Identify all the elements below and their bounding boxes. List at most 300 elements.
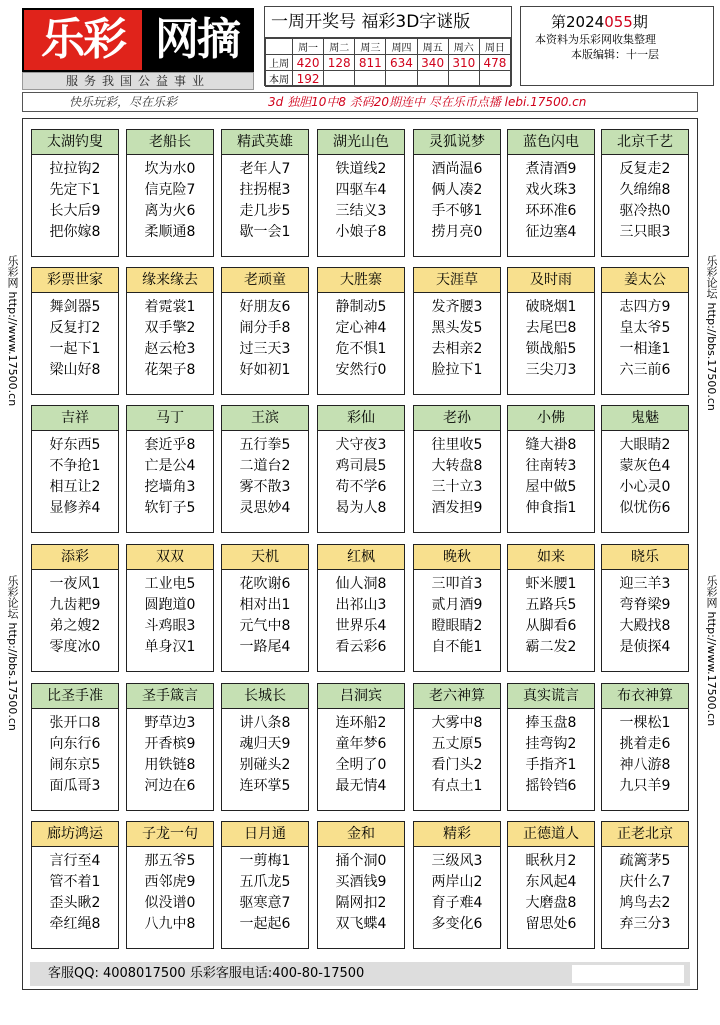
riddle-line: 拄拐棍3 — [239, 182, 291, 198]
riddle-line: 蒙灰色4 — [619, 458, 671, 474]
riddle-line: 贰月酒9 — [431, 597, 483, 613]
card-body — [32, 431, 118, 519]
card-title: 正老北京 — [602, 822, 688, 847]
riddle-line: 花架子8 — [144, 362, 196, 378]
card — [507, 129, 595, 257]
card — [221, 544, 309, 672]
card — [413, 267, 501, 395]
riddle-line: 相对出1 — [239, 597, 291, 613]
riddle-line: 那五爷5 — [144, 853, 196, 869]
side-left-top: 乐彩网 http://www.17500.cn — [6, 255, 19, 407]
riddle-line: 张开口8 — [49, 715, 101, 731]
riddle-line: 一剪梅1 — [239, 853, 291, 869]
card-title: 小佛 — [508, 406, 594, 431]
riddle-line: 酒发担9 — [431, 500, 483, 516]
card-body — [222, 709, 308, 797]
card-body — [414, 709, 500, 797]
riddle-line: 元气中8 — [239, 618, 291, 634]
card — [317, 821, 405, 949]
riddle-line: 长大后9 — [49, 203, 101, 219]
card — [413, 129, 501, 257]
riddle-line: 大雾中8 — [431, 715, 483, 731]
card-body — [602, 847, 688, 935]
card-body — [32, 847, 118, 935]
riddle-line: 离为火6 — [144, 203, 196, 219]
riddle-line: 往里收5 — [431, 437, 483, 453]
riddle-line: 驱冷热0 — [619, 203, 671, 219]
riddle-line: 犬守夜3 — [335, 437, 387, 453]
banner-right: 3d 独胆10中8 杀码20期连中 尽在乐币点播 lebi.17500.cn — [268, 95, 587, 109]
riddle-line: 久绵绵8 — [619, 182, 671, 198]
riddle-line: 连环掌5 — [239, 778, 291, 794]
card — [601, 544, 689, 672]
riddle-line: 是侦探4 — [619, 639, 671, 655]
riddle-line: 把你嫁8 — [49, 224, 101, 240]
riddle-line: 小心灵0 — [619, 479, 671, 495]
riddle-line: 手指齐1 — [525, 757, 577, 773]
card-title: 老六神算 — [414, 684, 500, 709]
issue-number: 第2024055期 — [551, 13, 648, 31]
card-title: 姜太公 — [602, 268, 688, 293]
riddle-line: 五行拳5 — [239, 437, 291, 453]
last-week-number: 478 — [479, 55, 510, 71]
riddle-line: 戏火珠3 — [525, 182, 577, 198]
card — [507, 405, 595, 533]
card-title: 北京千艺 — [602, 130, 688, 155]
card-body — [32, 570, 118, 658]
card — [221, 267, 309, 395]
logo-red: 乐彩 — [24, 10, 142, 70]
card — [31, 267, 119, 395]
riddle-line: 去尾巴8 — [525, 320, 577, 336]
day-header: 周二 — [324, 39, 355, 55]
card — [413, 821, 501, 949]
card-body — [318, 570, 404, 658]
riddle-line: 用铁链8 — [144, 757, 196, 773]
riddle-line: 挖墙角3 — [144, 479, 196, 495]
riddle-line: 挂弯钩2 — [525, 736, 577, 752]
riddle-line: 三结义3 — [335, 203, 387, 219]
card-body — [602, 570, 688, 658]
riddle-line: 向东行6 — [49, 736, 101, 752]
riddle-line: 一棵松1 — [619, 715, 671, 731]
riddle-line: 五丈原5 — [431, 736, 483, 752]
riddle-line: 挑着走6 — [619, 736, 671, 752]
riddle-line: 九齿耙9 — [49, 597, 101, 613]
riddle-line: 二道台2 — [239, 458, 291, 474]
card-body — [127, 709, 213, 797]
card-body — [414, 155, 500, 243]
card-title: 吉祥 — [32, 406, 118, 431]
riddle-line: 舞剑器5 — [49, 299, 101, 315]
riddle-line: 梁山好8 — [49, 362, 101, 378]
riddle-line: 一相逢1 — [619, 341, 671, 357]
riddle-line: 开香槟9 — [144, 736, 196, 752]
riddle-line: 志四方9 — [619, 299, 671, 315]
riddle-line: 安然行0 — [335, 362, 387, 378]
riddle-line: 摇铃铛6 — [525, 778, 577, 794]
riddle-line: 皇太爷5 — [619, 320, 671, 336]
card-body — [127, 155, 213, 243]
card-title: 比圣手准 — [32, 684, 118, 709]
card — [31, 405, 119, 533]
card-title: 彩仙 — [318, 406, 404, 431]
riddle-line: 一路尾4 — [239, 639, 291, 655]
riddle-line: 管不着1 — [49, 874, 101, 890]
riddle-line: 花吹谢6 — [239, 576, 291, 592]
card-title: 添彩 — [32, 545, 118, 570]
card-body — [318, 709, 404, 797]
this-week-number: 192 — [293, 71, 324, 87]
draw-table — [265, 38, 511, 87]
this-week-number — [324, 71, 355, 87]
card-body — [602, 293, 688, 381]
card-body — [508, 155, 594, 243]
card — [221, 405, 309, 533]
card-title: 如来 — [508, 545, 594, 570]
this-week-number — [417, 71, 448, 87]
riddle-line: 九只羊9 — [619, 778, 671, 794]
riddle-line: 庆什么7 — [619, 874, 671, 890]
this-week-number — [386, 71, 417, 87]
riddle-line: 连环船2 — [335, 715, 387, 731]
footer-contact: 客服QQ: 4008017500 乐彩客服电话:400-80-17500 — [48, 966, 365, 981]
riddle-line: 灵思妙4 — [239, 500, 291, 516]
card-title: 老顽童 — [222, 268, 308, 293]
card — [31, 821, 119, 949]
riddle-line: 好朋友6 — [239, 299, 291, 315]
riddle-line: 双手擎2 — [144, 320, 196, 336]
riddle-line: 反复打2 — [49, 320, 101, 336]
riddle-line: 大转盘8 — [431, 458, 483, 474]
riddle-line: 小娘子8 — [335, 224, 387, 240]
riddle-line: 疏篱茅5 — [619, 853, 671, 869]
card-title: 马丁 — [127, 406, 213, 431]
card-body — [508, 293, 594, 381]
riddle-line: 捅个洞0 — [335, 853, 387, 869]
card-title: 灵狐说梦 — [414, 130, 500, 155]
riddle-line: 闹东京5 — [49, 757, 101, 773]
editor-note: 本版编辑：十一层 — [571, 48, 659, 61]
riddle-line: 神八游8 — [619, 757, 671, 773]
card-body — [222, 431, 308, 519]
card — [601, 405, 689, 533]
card-body — [508, 709, 594, 797]
riddle-line: 出祁山3 — [335, 597, 387, 613]
riddle-line: 面瓜哥3 — [49, 778, 101, 794]
last-week-label: 上周 — [266, 55, 293, 71]
card-title: 精武英雄 — [222, 130, 308, 155]
riddle-line: 环环准6 — [525, 203, 577, 219]
card-title: 廊坊鸿运 — [32, 822, 118, 847]
side-right-top: 乐彩论坛 http://bbs.17500.cn — [705, 255, 718, 411]
riddle-line: 三只眼3 — [619, 224, 671, 240]
riddle-line: 鸡司晨5 — [335, 458, 387, 474]
riddle-line: 捞月亮0 — [431, 224, 483, 240]
card-title: 天机 — [222, 545, 308, 570]
draw-title: 一周开奖号 福彩3D字谜版 — [265, 7, 511, 38]
riddle-line: 先定下1 — [49, 182, 101, 198]
riddle-line: 俩人凑2 — [431, 182, 483, 198]
card-title: 红枫 — [318, 545, 404, 570]
riddle-line: 看云彩6 — [335, 639, 387, 655]
riddle-line: 似忧伤6 — [619, 500, 671, 516]
riddle-line: 买酒钱9 — [335, 874, 387, 890]
card-body — [414, 431, 500, 519]
riddle-line: 留思处6 — [525, 916, 577, 932]
riddle-line: 发齐腰3 — [431, 299, 483, 315]
last-week-number: 420 — [293, 55, 324, 71]
riddle-line: 单身汉1 — [144, 639, 196, 655]
card — [31, 129, 119, 257]
riddle-line: 老年人7 — [239, 161, 291, 177]
card-title: 正德道人 — [508, 822, 594, 847]
last-week-number: 634 — [386, 55, 417, 71]
riddle-line: 伸食指1 — [525, 500, 577, 516]
card-title: 及时雨 — [508, 268, 594, 293]
card — [601, 267, 689, 395]
riddle-line: 弃三分3 — [619, 916, 671, 932]
riddle-line: 鸠鸟去2 — [619, 895, 671, 911]
card-title: 晓乐 — [602, 545, 688, 570]
riddle-line: 套近乎8 — [144, 437, 196, 453]
riddle-line: 歇一会1 — [239, 224, 291, 240]
card-body — [222, 847, 308, 935]
card-body — [32, 155, 118, 243]
day-header: 周六 — [448, 39, 479, 55]
riddle-line: 隔网扣2 — [335, 895, 387, 911]
card-title: 双双 — [127, 545, 213, 570]
card-body — [32, 293, 118, 381]
riddle-line: 一起下1 — [49, 341, 101, 357]
riddle-line: 五路兵5 — [525, 597, 577, 613]
riddle-line: 育子难4 — [431, 895, 483, 911]
card-title: 彩票世家 — [32, 268, 118, 293]
card-body — [318, 293, 404, 381]
card-body — [414, 847, 500, 935]
riddle-line: 野草边3 — [144, 715, 196, 731]
riddle-line: 信克险7 — [144, 182, 196, 198]
riddle-line: 讲八条8 — [239, 715, 291, 731]
riddle-line: 迎三羊3 — [619, 576, 671, 592]
this-week-number — [479, 71, 510, 87]
issue-note: 本资料为乐彩网收集整理 — [535, 33, 656, 46]
card — [413, 683, 501, 811]
card-title: 湖光山色 — [318, 130, 404, 155]
card-title: 日月通 — [222, 822, 308, 847]
riddle-line: 世界乐4 — [335, 618, 387, 634]
card — [126, 129, 214, 257]
riddle-line: 过三天3 — [239, 341, 291, 357]
card-title: 长城长 — [222, 684, 308, 709]
riddle-line: 往南转3 — [525, 458, 577, 474]
riddle-line: 雾不散3 — [239, 479, 291, 495]
card-title: 圣手箴言 — [127, 684, 213, 709]
day-header: 周四 — [386, 39, 417, 55]
riddle-line: 黑头发5 — [431, 320, 483, 336]
riddle-line: 一起起6 — [239, 916, 291, 932]
riddle-line: 言行至4 — [49, 853, 101, 869]
card-body — [222, 155, 308, 243]
riddle-line: 闹分手8 — [239, 320, 291, 336]
card-title: 缘来缘去 — [127, 268, 213, 293]
card — [221, 129, 309, 257]
riddle-line: 六三前6 — [619, 362, 671, 378]
card — [507, 821, 595, 949]
riddle-line: 眠秋月2 — [525, 853, 577, 869]
card-title: 王滨 — [222, 406, 308, 431]
banner-left: 快乐玩彩，尽在乐彩 — [69, 95, 178, 109]
card-body — [508, 847, 594, 935]
riddle-line: 斗鸡眼3 — [144, 618, 196, 634]
card-title: 老孙 — [414, 406, 500, 431]
card-body — [602, 155, 688, 243]
card-title: 老船长 — [127, 130, 213, 155]
riddle-line: 锁战船5 — [525, 341, 577, 357]
riddle-line: 驱寒意7 — [239, 895, 291, 911]
card — [31, 683, 119, 811]
riddle-line: 自不能1 — [431, 639, 483, 655]
card-body — [414, 293, 500, 381]
card — [221, 683, 309, 811]
logo — [22, 8, 254, 72]
card — [126, 267, 214, 395]
card — [413, 544, 501, 672]
riddle-line: 四驱车4 — [335, 182, 387, 198]
cards-frame — [22, 118, 698, 990]
riddle-line: 不争抢1 — [49, 458, 101, 474]
riddle-line: 危不惧1 — [335, 341, 387, 357]
riddle-line: 亡是公4 — [144, 458, 196, 474]
riddle-line: 三尖刀3 — [525, 362, 577, 378]
riddle-line: 拉拉钩2 — [49, 161, 101, 177]
riddle-line: 捧玉盘8 — [525, 715, 577, 731]
card — [126, 821, 214, 949]
riddle-line: 柔顺通8 — [144, 224, 196, 240]
card — [317, 129, 405, 257]
riddle-line: 河边在6 — [144, 778, 196, 794]
riddle-line: 征边塞4 — [525, 224, 577, 240]
riddle-line: 曷为人8 — [335, 500, 387, 516]
riddle-line: 坎为水0 — [144, 161, 196, 177]
this-week-label: 本周 — [266, 71, 293, 87]
banner — [22, 92, 698, 112]
riddle-line: 圆跑道0 — [144, 597, 196, 613]
riddle-line: 缝大褂8 — [525, 437, 577, 453]
riddle-line: 别碰头2 — [239, 757, 291, 773]
card — [317, 683, 405, 811]
riddle-line: 走几步5 — [239, 203, 291, 219]
riddle-line: 弟之嫂2 — [49, 618, 101, 634]
side-left-bottom: 乐彩论坛 http://bbs.17500.cn — [6, 575, 19, 731]
card-body — [414, 570, 500, 658]
issue-panel — [520, 6, 714, 86]
card-body — [602, 709, 688, 797]
this-week-number — [355, 71, 386, 87]
card-title: 子龙一句 — [127, 822, 213, 847]
card-body — [32, 709, 118, 797]
riddle-line: 似没谱0 — [144, 895, 196, 911]
riddle-line: 双飞蝶4 — [335, 916, 387, 932]
card — [413, 405, 501, 533]
card-title: 太湖钓叟 — [32, 130, 118, 155]
riddle-line: 屋中做5 — [525, 479, 577, 495]
riddle-line: 大磨盘8 — [525, 895, 577, 911]
slogan: 服务我国公益事业 — [22, 72, 254, 90]
card — [317, 267, 405, 395]
riddle-line: 去相亲2 — [431, 341, 483, 357]
day-header: 周三 — [355, 39, 386, 55]
logo-black: 网摘 — [142, 10, 252, 70]
riddle-line: 仙人洞8 — [335, 576, 387, 592]
riddle-line: 软钉子5 — [144, 500, 196, 516]
card-title: 精彩 — [414, 822, 500, 847]
last-week-number: 128 — [324, 55, 355, 71]
this-week-number — [448, 71, 479, 87]
day-header: 周五 — [417, 39, 448, 55]
riddle-line: 大殿找8 — [619, 618, 671, 634]
riddle-line: 西邻虎9 — [144, 874, 196, 890]
riddle-line: 脸拉下1 — [431, 362, 483, 378]
card — [126, 405, 214, 533]
card — [126, 683, 214, 811]
riddle-line: 好如初1 — [239, 362, 291, 378]
riddle-line: 魂归天9 — [239, 736, 291, 752]
riddle-line: 虾米腰1 — [525, 576, 577, 592]
card-title: 布衣神算 — [602, 684, 688, 709]
footer — [30, 962, 690, 986]
card — [601, 821, 689, 949]
card — [507, 544, 595, 672]
weekly-draw-panel — [264, 6, 512, 86]
card-title: 真实谎言 — [508, 684, 594, 709]
riddle-line: 三叩首3 — [431, 576, 483, 592]
card-body — [318, 431, 404, 519]
riddle-line: 煮清酒9 — [525, 161, 577, 177]
riddle-line: 看门头2 — [431, 757, 483, 773]
riddle-line: 三级风3 — [431, 853, 483, 869]
card — [601, 129, 689, 257]
riddle-line: 多变化6 — [431, 916, 483, 932]
card-title: 晚秋 — [414, 545, 500, 570]
riddle-line: 八九中8 — [144, 916, 196, 932]
riddle-line: 歪头瞅2 — [49, 895, 101, 911]
card — [507, 267, 595, 395]
riddle-line: 显修养4 — [49, 500, 101, 516]
riddle-line: 赵云枪3 — [144, 341, 196, 357]
riddle-line: 铁道线2 — [335, 161, 387, 177]
riddle-line: 破晓烟1 — [525, 299, 577, 315]
card-body — [508, 570, 594, 658]
card — [317, 405, 405, 533]
riddle-line: 两岸山2 — [431, 874, 483, 890]
card — [126, 544, 214, 672]
riddle-line: 有点土1 — [431, 778, 483, 794]
riddle-line: 着霓裳1 — [144, 299, 196, 315]
card-title: 蓝色闪电 — [508, 130, 594, 155]
footer-box — [572, 965, 684, 983]
side-right-bottom: 乐彩网 http://www.17500.cn — [705, 575, 718, 727]
last-week-number: 310 — [448, 55, 479, 71]
day-header: 周一 — [293, 39, 324, 55]
card-body — [508, 431, 594, 519]
card — [507, 683, 595, 811]
card-body — [127, 293, 213, 381]
riddle-line: 牵红绳8 — [49, 916, 101, 932]
last-week-number: 340 — [417, 55, 448, 71]
card-body — [222, 293, 308, 381]
riddle-line: 东风起4 — [525, 874, 577, 890]
